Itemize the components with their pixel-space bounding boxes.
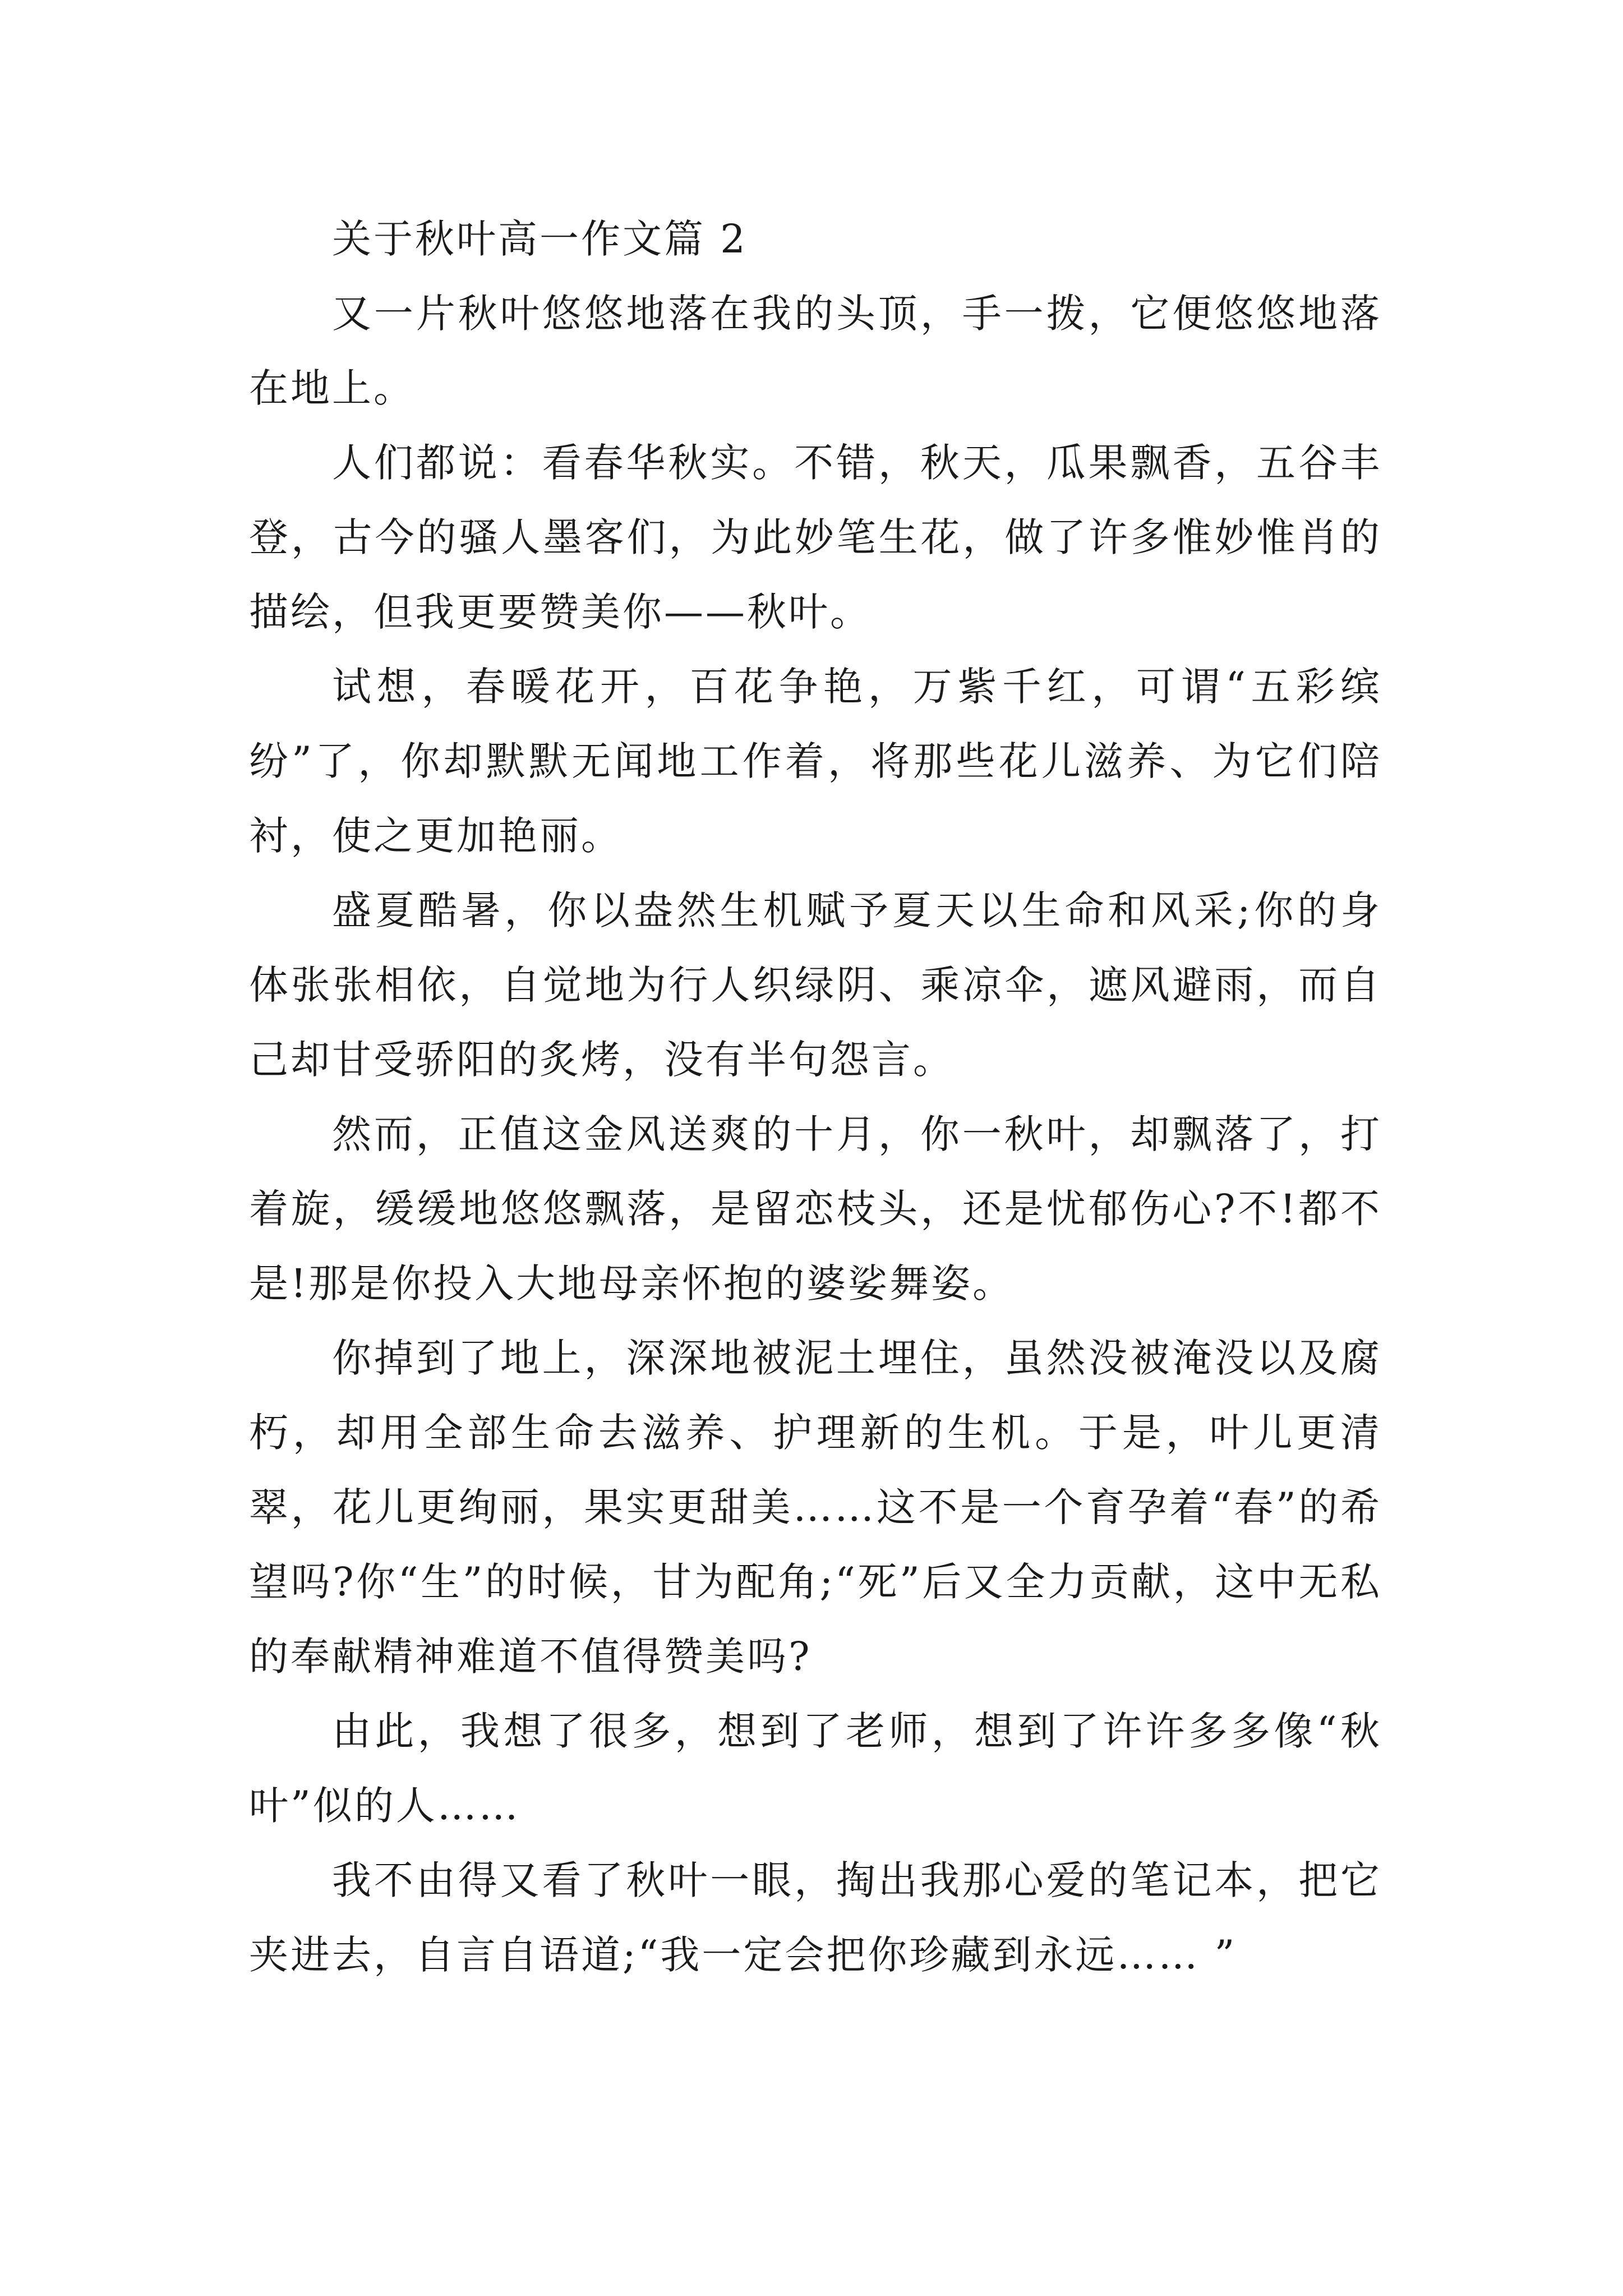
- paragraph-5: 然而，正值这金风送爽的十月，你一秋叶，却飘落了，打着旋，缓缓地悠悠飘落，是留恋枝头，还是忧郁伤心?不!都不是!那是你投入大地母亲怀抱的婆娑舞姿。: [249, 1111, 1382, 1306]
- essay-body: [249, 202, 1382, 1993]
- paragraph-7: 由此，我想了很多，想到了老师，想到了许许多多像“秋叶”似的人……: [249, 1708, 1382, 1829]
- paragraph-6: 你掉到了地上，深深地被泥土埋住，虽然没被淹没以及腐朽，却用全部生命去滋养、护理新的生机。于是，叶儿更清翠，花儿更绚丽，果实更甜美……这不是一个育孕着“春”的希望吗?你“生”的时候，甘为配角;“死”后又全力贡献，这中无私的奉献精神难道不值得赞美吗?: [249, 1335, 1382, 1680]
- paragraph-3: 试想，春暖花开，百花争艳，万紫千红，可谓“五彩缤纷”了，你却默默无闻地工作着，将那些花儿滋养、为它们陪衬，使之更加艳丽。: [249, 664, 1382, 859]
- paragraph-2: 人们都说：看春华秋实。不错，秋天，瓜果飘香，五谷丰登，古今的骚人墨客们，为此妙笔生花，做了许多惟妙惟肖的描绘，但我更要赞美你——秋叶。: [249, 440, 1382, 635]
- essay-title: 关于秋叶高一作文篇 2: [332, 216, 748, 262]
- paragraph-4: 盛夏酷暑，你以盎然生机赋予夏天以生命和风采;你的身体张张相依，自觉地为行人织绿阴、乘凉伞，遮风避雨，而自己却甘受骄阳的炙烤，没有半句怨言。: [249, 887, 1382, 1083]
- paragraph-1: 又一片秋叶悠悠地落在我的头顶，手一拨，它便悠悠地落在地上。: [249, 291, 1382, 411]
- paragraph-8: 我不由得又看了秋叶一眼，掏出我那心爱的笔记本，把它夹进去，自言自语道;“我一定会把你珍藏到永远…… ”: [249, 1857, 1382, 1978]
